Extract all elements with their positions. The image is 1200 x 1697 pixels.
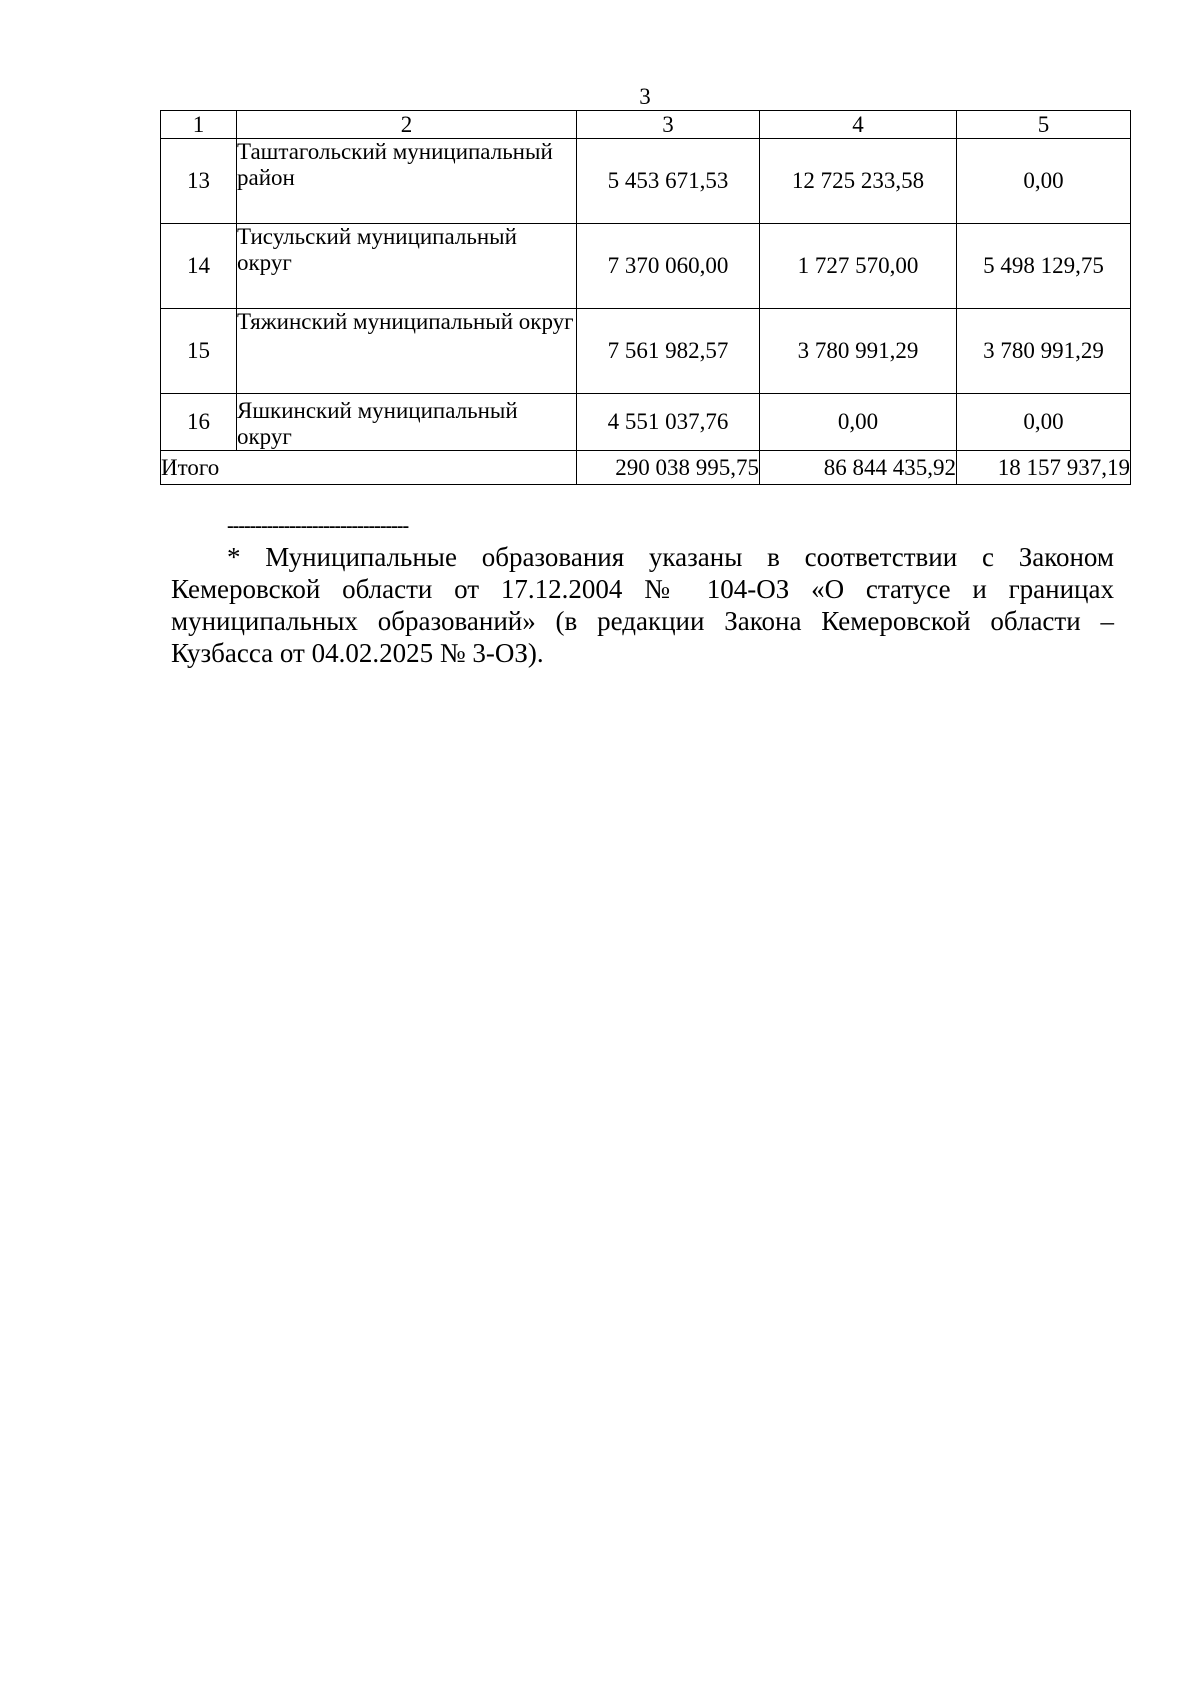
- value-col3: 7 561 982,57: [577, 309, 760, 394]
- value-col5: 5 498 129,75: [957, 224, 1131, 309]
- column-header-5: 5: [957, 111, 1131, 139]
- table-row: [161, 309, 1131, 394]
- total-row: [161, 451, 1131, 485]
- municipality-name: Тисульский муниципальный округ: [237, 224, 577, 309]
- table-row: [161, 394, 1131, 451]
- column-header-1: 1: [161, 111, 237, 139]
- value-col4: 1 727 570,00: [760, 224, 957, 309]
- total-col3: 290 038 995,75: [577, 451, 760, 485]
- table-header-row: [161, 111, 1131, 139]
- total-label: Итого: [161, 451, 577, 485]
- value-col5: 0,00: [957, 394, 1131, 451]
- row-number: 15: [161, 309, 237, 394]
- total-col4: 86 844 435,92: [760, 451, 957, 485]
- municipality-name: Яшкинский муниципальный округ: [237, 394, 577, 451]
- value-col3: 4 551 037,76: [577, 394, 760, 451]
- page-number: 3: [639, 84, 651, 109]
- column-header-2: 2: [237, 111, 577, 139]
- row-number: 14: [161, 224, 237, 309]
- value-col3: 5 453 671,53: [577, 139, 760, 224]
- table-row: [161, 139, 1131, 224]
- value-col3: 7 370 060,00: [577, 224, 760, 309]
- municipality-name: Таштагольский муниципальный район: [237, 139, 577, 224]
- table-row: [161, 224, 1131, 309]
- value-col4: 3 780 991,29: [760, 309, 957, 394]
- value-col4: 12 725 233,58: [760, 139, 957, 224]
- allocation-table: [160, 110, 1131, 485]
- row-number: 13: [161, 139, 237, 224]
- value-col5: 3 780 991,29: [957, 309, 1131, 394]
- column-header-4: 4: [760, 111, 957, 139]
- total-col5: 18 157 937,19: [957, 451, 1131, 485]
- footnote-text: * Муниципальные образования указаны в соответствии с Законом Кемеровской области от 17.12.2004 № 104-ОЗ «О статусе и границах муниципальных образований» (в редакции Закона Кемеровской области – Кузбасса от 04.02.2025 № 3-ОЗ).: [171, 542, 1114, 668]
- column-header-3: 3: [577, 111, 760, 139]
- value-col5: 0,00: [957, 139, 1131, 224]
- value-col4: 0,00: [760, 394, 957, 451]
- row-number: 16: [161, 394, 237, 451]
- municipality-name: Тяжинский муниципальный округ: [237, 309, 577, 394]
- footnote-separator: --------------------------------: [227, 515, 409, 537]
